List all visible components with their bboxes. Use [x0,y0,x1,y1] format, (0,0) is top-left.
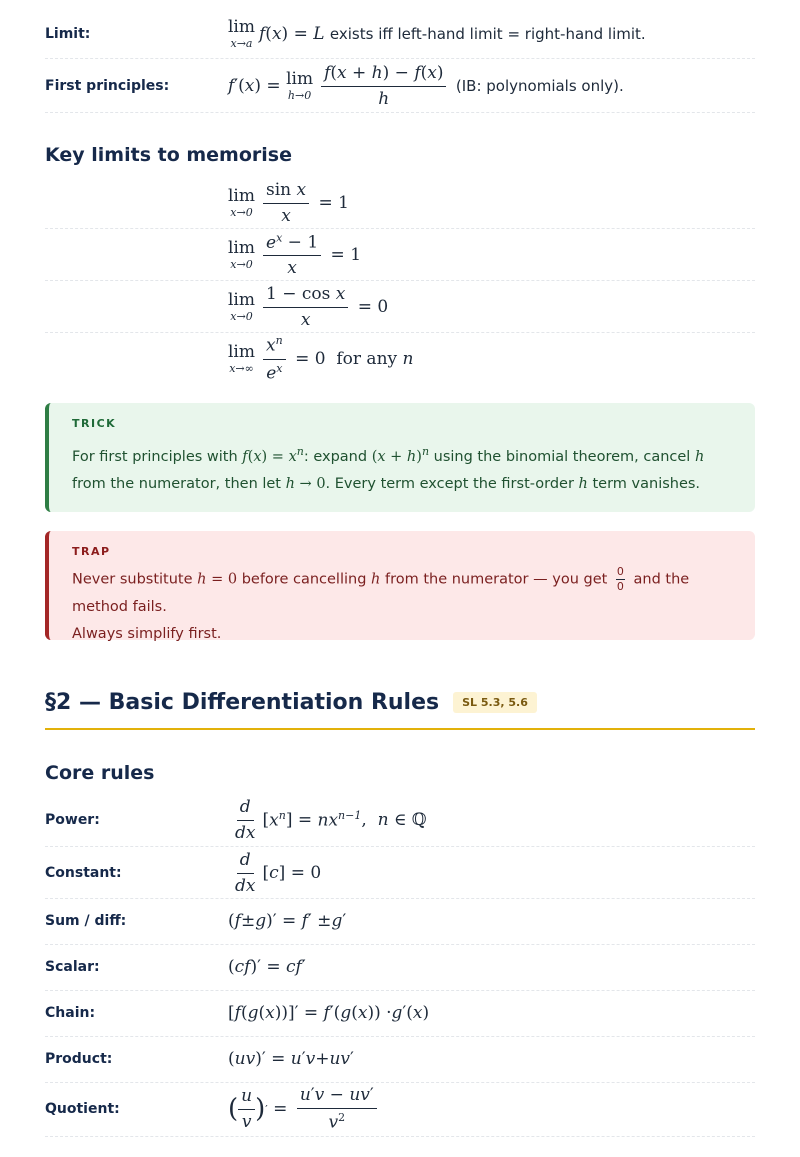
syllabus-badge: SL 5.3, 5.6 [453,692,537,713]
limit-text: exists iff left-hand limit = right-hand limit. [329,25,646,43]
limit-definition-row [45,10,755,59]
section-title [45,690,537,715]
key-limit-row: lim x→0 $\frac{e^x - 1}{x}$ = 1 [45,230,755,281]
rule-row-sum: Sum / diff: ( f ± g )′ = f ′ ± g ′ [45,898,755,945]
section-title-text: §2 — Basic Differentiation Rules [45,690,440,715]
trick-heading: TRICK [72,417,117,430]
key-limits-heading: Key limits to memorise [45,144,292,166]
section-rule [45,728,755,730]
rule-row-power: Power: $\frac{d}{dx}$ [ $x^n$ ] = $nx^{n-1}$ , n ∈ ℚ [45,794,755,847]
limit-formula: lim x→a f ( x ) = L exists iff left-hand limit = right-hand limit. [228,17,646,50]
trick-callout [45,403,755,512]
trap-callout [45,531,755,640]
rule-row-quotient: Quotient: ( $\frac{u}{v}$ ) ′ = $\frac{u'v - uv'}{v^2}$ [45,1082,755,1137]
key-limit-row: lim x→0 $\frac{\text{sin x}}{x}$ = 1 [45,178,755,229]
rule-row-constant: Constant: $\frac{d}{dx}$ [ c ] = 0 [45,848,755,899]
rule-row-product: Product: ( uv )′ = u ′ v + uv ′ [45,1036,755,1083]
trap-heading: TRAP [72,545,111,558]
rule-row-chain: Chain: [ f ( g ( x ))]′ = f ′( g ( x )) · g ′( x ) [45,990,755,1037]
first-principles-label: First principles: [45,78,170,94]
limit-label: Limit: [45,26,91,42]
for-any-text: for any [336,349,398,369]
first-principles-row [45,60,755,113]
first-principles-note: (IB: polynomials only). [455,77,624,95]
rule-row-scalar: Scalar: ( cf )′ = cf ′ [45,944,755,991]
trick-body: For first principles with $f(x) = x^n$: expand $(x + h)^n$ using the binomial theorem, cancel h from the numerator, then let h → 0. Every term except the first-order h term vanishes. [72,445,705,492]
first-principles-formula: f ′( x ) = lim h→0 $\frac{f(x + h) - f(x)}{h}$ (IB: polynomials only). [228,62,624,109]
trap-body: Never substitute h = 0 before cancelling h from the numerator — you get $\frac{0}{0}$ and the method fails. Always simplify first. [72,565,690,642]
key-limit-row: lim x→0 $\frac{\text{1 − cos x}}{x}$ = 0 [45,282,755,333]
core-rules-heading: Core rules [45,762,155,784]
key-limit-row: lim x→∞ $\frac{x^n}{e^x}$ = 0 for any n [228,334,414,384]
